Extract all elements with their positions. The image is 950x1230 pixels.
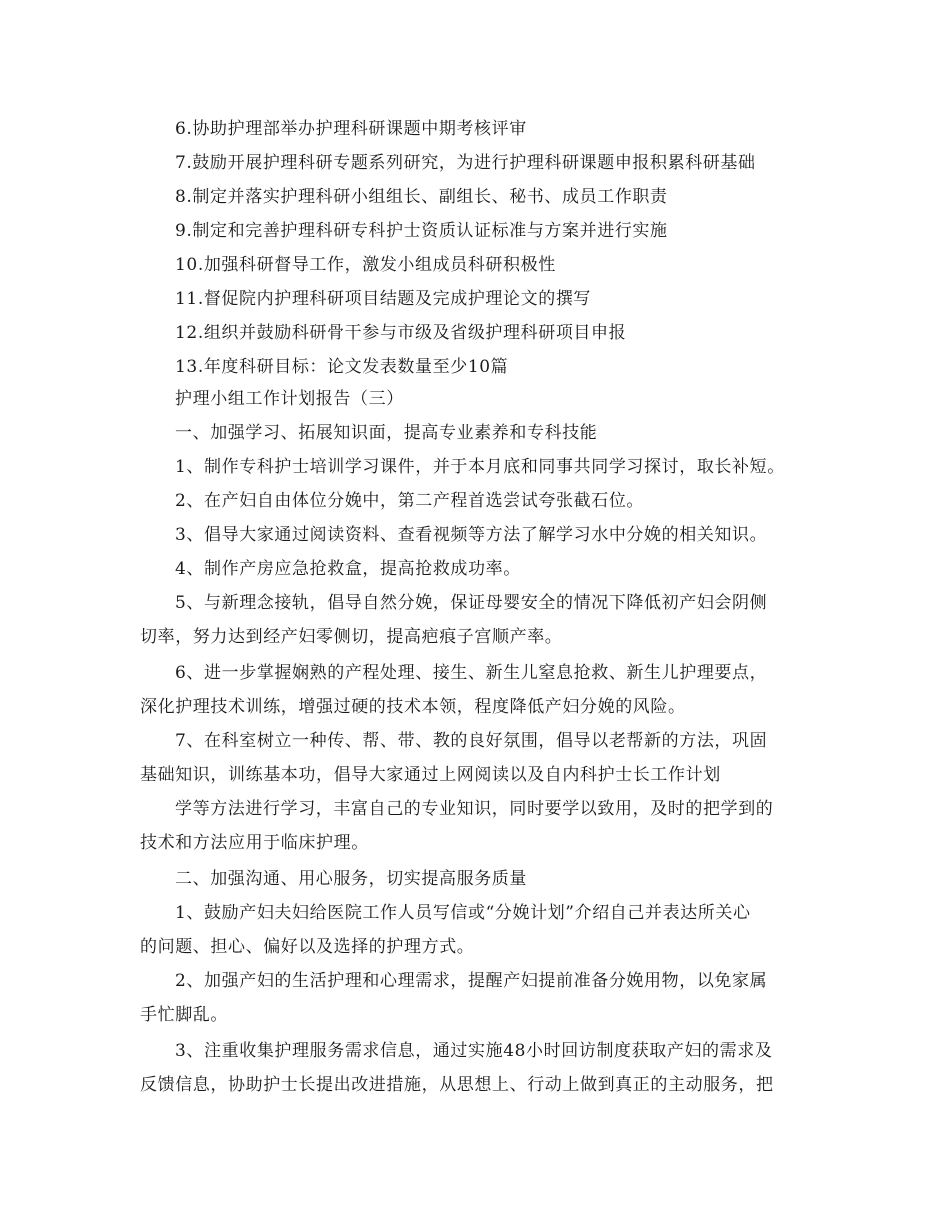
text-line: 技术和方法应用于临床护理。 (140, 833, 369, 853)
section-heading: 护理小组工作计划报告（三） (175, 389, 404, 409)
text-line: 2、加强产妇的生活护理和心理需求，提醒产妇提前准备分娩用物，以免家属 (175, 971, 768, 991)
text-line: 3、倡导大家通过阅读资料、查看视频等方法了解学习水中分娩的相关知识。 (175, 525, 768, 545)
text-line: 反馈信息，协助护士长提出改进措施，从思想上、行动上做到真正的主动服务，把 (140, 1075, 774, 1095)
text-line: 10.加强科研督导工作，激发小组成员科研积极性 (175, 255, 556, 275)
text-line: 1、鼓励产妇夫妇给医院工作人员写信或“分娩计划”介绍自己并表达所关心 (175, 903, 751, 923)
text-line: 切率，努力达到经产妇零侧切，提高疤痕子宫顺产率。 (140, 627, 563, 647)
text-line: 深化护理技术训练，增强过硬的技术本领，程度降低产妇分娩的风险。 (140, 697, 686, 717)
text-line: 7、在科室树立一种传、帮、带、教的良好氛围，倡导以老帮新的方法，巩固 (175, 731, 768, 751)
text-line: 9.制定和完善护理科研专科护士资质认证标准与方案并进行实施 (175, 221, 668, 241)
text-line: 7.鼓励开展护理科研专题系列研究，为进行护理科研课题申报积累科研基础 (175, 153, 756, 173)
text-line: 13.年度科研目标：论文发表数量至少10篇 (175, 357, 509, 377)
text-line: 6、进一步掌握娴熟的产程处理、接生、新生儿窒息抢救、新生儿护理要点， (175, 663, 768, 683)
text-line: 的问题、担心、偏好以及选择的护理方式。 (140, 937, 475, 957)
text-line: 1、制作专科护士培训学习课件，并于本月底和同事共同学习探讨，取长补短。 (175, 457, 785, 477)
text-line: 11.督促院内护理科研项目结题及完成护理论文的撰写 (175, 289, 592, 309)
text-line: 手忙脚乱。 (140, 1005, 228, 1025)
text-line: 6.协助护理部举办护理科研课题中期考核评审 (175, 119, 527, 139)
text-line: 8.制定并落实护理科研小组组长、副组长、秘书、成员工作职责 (175, 187, 668, 207)
text-line: 3、注重收集护理服务需求信息，通过实施48小时回访制度获取产妇的需求及 (175, 1041, 773, 1061)
text-line: 5、与新理念接轨，倡导自然分娩，保证母婴安全的情况下降低初产妇会阴侧 (175, 593, 768, 613)
text-line: 学等方法进行学习，丰富自己的专业知识，同时要学以致用，及时的把学到的 (175, 799, 774, 819)
section-heading: 一、加强学习、拓展知识面，提高专业素养和专科技能 (175, 423, 598, 443)
text-line: 12.组织并鼓励科研骨干参与市级及省级护理科研项目申报 (175, 323, 627, 343)
section-heading: 二、加强沟通、用心服务，切实提高服务质量 (175, 869, 527, 889)
text-line: 2、在产妇自由体位分娩中，第二产程首选尝试夸张截石位。 (175, 491, 645, 511)
text-line: 基础知识，训练基本功，倡导大家通过上网阅读以及自内科护士长工作计划 (140, 765, 721, 785)
text-line: 4、制作产房应急抢救盒，提高抢救成功率。 (175, 559, 521, 579)
